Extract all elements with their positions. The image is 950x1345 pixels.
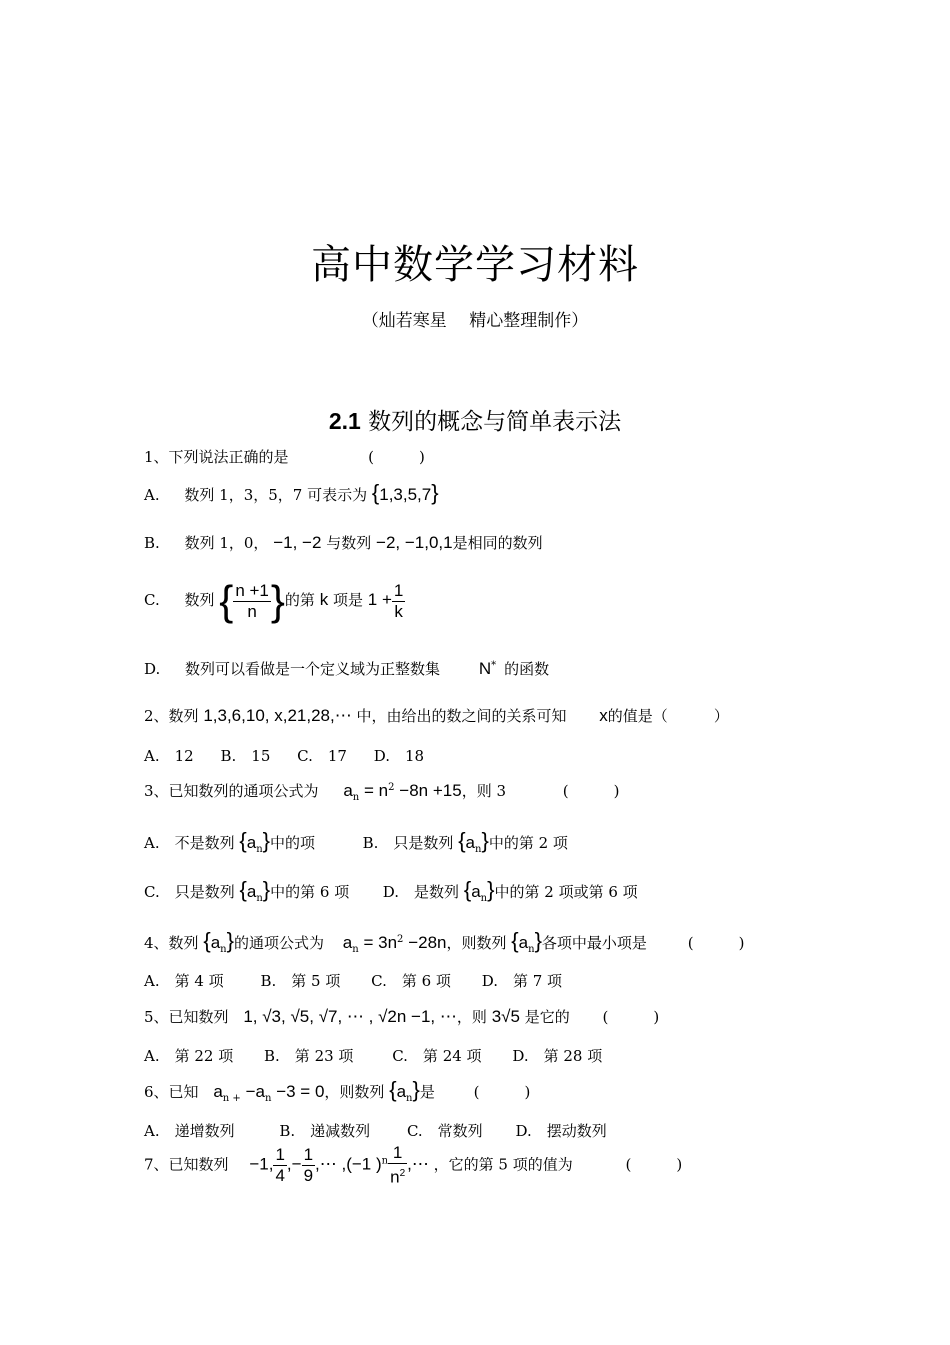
question-4-stem: 4、数列 $\{a_n\}$的通项公式为 $a_n = 3n^2 -28n$，则数列 $\{a_n\}$各项中最小项是 ( ) <box>144 928 745 955</box>
question-5-stem: 5、已知数列 1, √3, √5, √7, ⋯ , √2n −1, ⋯，则 3√5 是它的 ( ) <box>144 1007 660 1026</box>
section-title: 数列的概念与简单表示法 <box>360 409 622 435</box>
question-4-options: A. 第 4 项 B. 第 5 项 C. 第 6 项 D. 第 7 项 <box>144 972 563 990</box>
question-5-options: A. 第 22 项 B. 第 23 项 C. 第 24 项 D. 第 28 项 <box>144 1047 603 1065</box>
section-heading <box>0 403 950 436</box>
question-1-option-a: A. 数列 1，3，5，7 可表示为 {1,3,5,7} <box>144 480 439 505</box>
question-7-stem: 7、已知数列 −1, $\frac{1}{4}$ ,− $\frac{1}{9}$ ,⋯ ,(−1 )$^n$ $\frac{1}{n^2}$ ,⋯ ，它的第 5 项的值为 ( ) <box>144 1143 683 1187</box>
question-3-stem: 3、已知数列的通项公式为 $a_n = n^2 -8n +15$，则 3 ( ) <box>144 781 620 803</box>
question-6-stem: 6、已知 $a_{n +} -a_n -3 = 0$，则数列 $\{a_n\}$是 ( ) <box>144 1077 531 1104</box>
question-1-stem: 1、下列说法正确的是 ( ) <box>144 448 425 466</box>
question-3-options-ab: A. 不是数列 $\{a_n\}$中的项 B. 只是数列 $\{a_n\}$中的第 2 项 <box>144 828 568 855</box>
question-1-option-d: D. 数列可以看做是一个定义域为正整数集 N* 的函数 <box>144 659 550 678</box>
question-1-option-c: C. 数列 { $\frac{n +1}{n}$ }的第 k 项是 1 + $\frac{1}{k}$ <box>144 577 404 624</box>
question-3-options-cd: C. 只是数列 $\{a_n\}$中的第 6 项 D. 是数列 $\{a_n\}$中的第 2 项或第 6 项 <box>144 877 638 904</box>
section-number: 2.1 <box>328 408 361 434</box>
page-subtitle: （灿若寒星 精心整理制作） <box>361 311 589 331</box>
page-title: 高中数学学习材料 <box>311 242 639 288</box>
question-6-options: A. 递增数列 B. 递减数列 C. 常数列 D. 摆动数列 <box>144 1122 607 1140</box>
question-1-option-b: B. 数列 1，0， −1, −2 与数列 −2, −1,0,1是相同的数列 <box>144 533 543 552</box>
question-2-options: A. 12 B. 15 C. 17 D. 18 <box>144 747 425 765</box>
question-2-stem: 2、数列 1,3,6,10, x,21,28,⋯ 中，由给出的数之间的关系可知 x的值是（ ） <box>144 706 729 725</box>
